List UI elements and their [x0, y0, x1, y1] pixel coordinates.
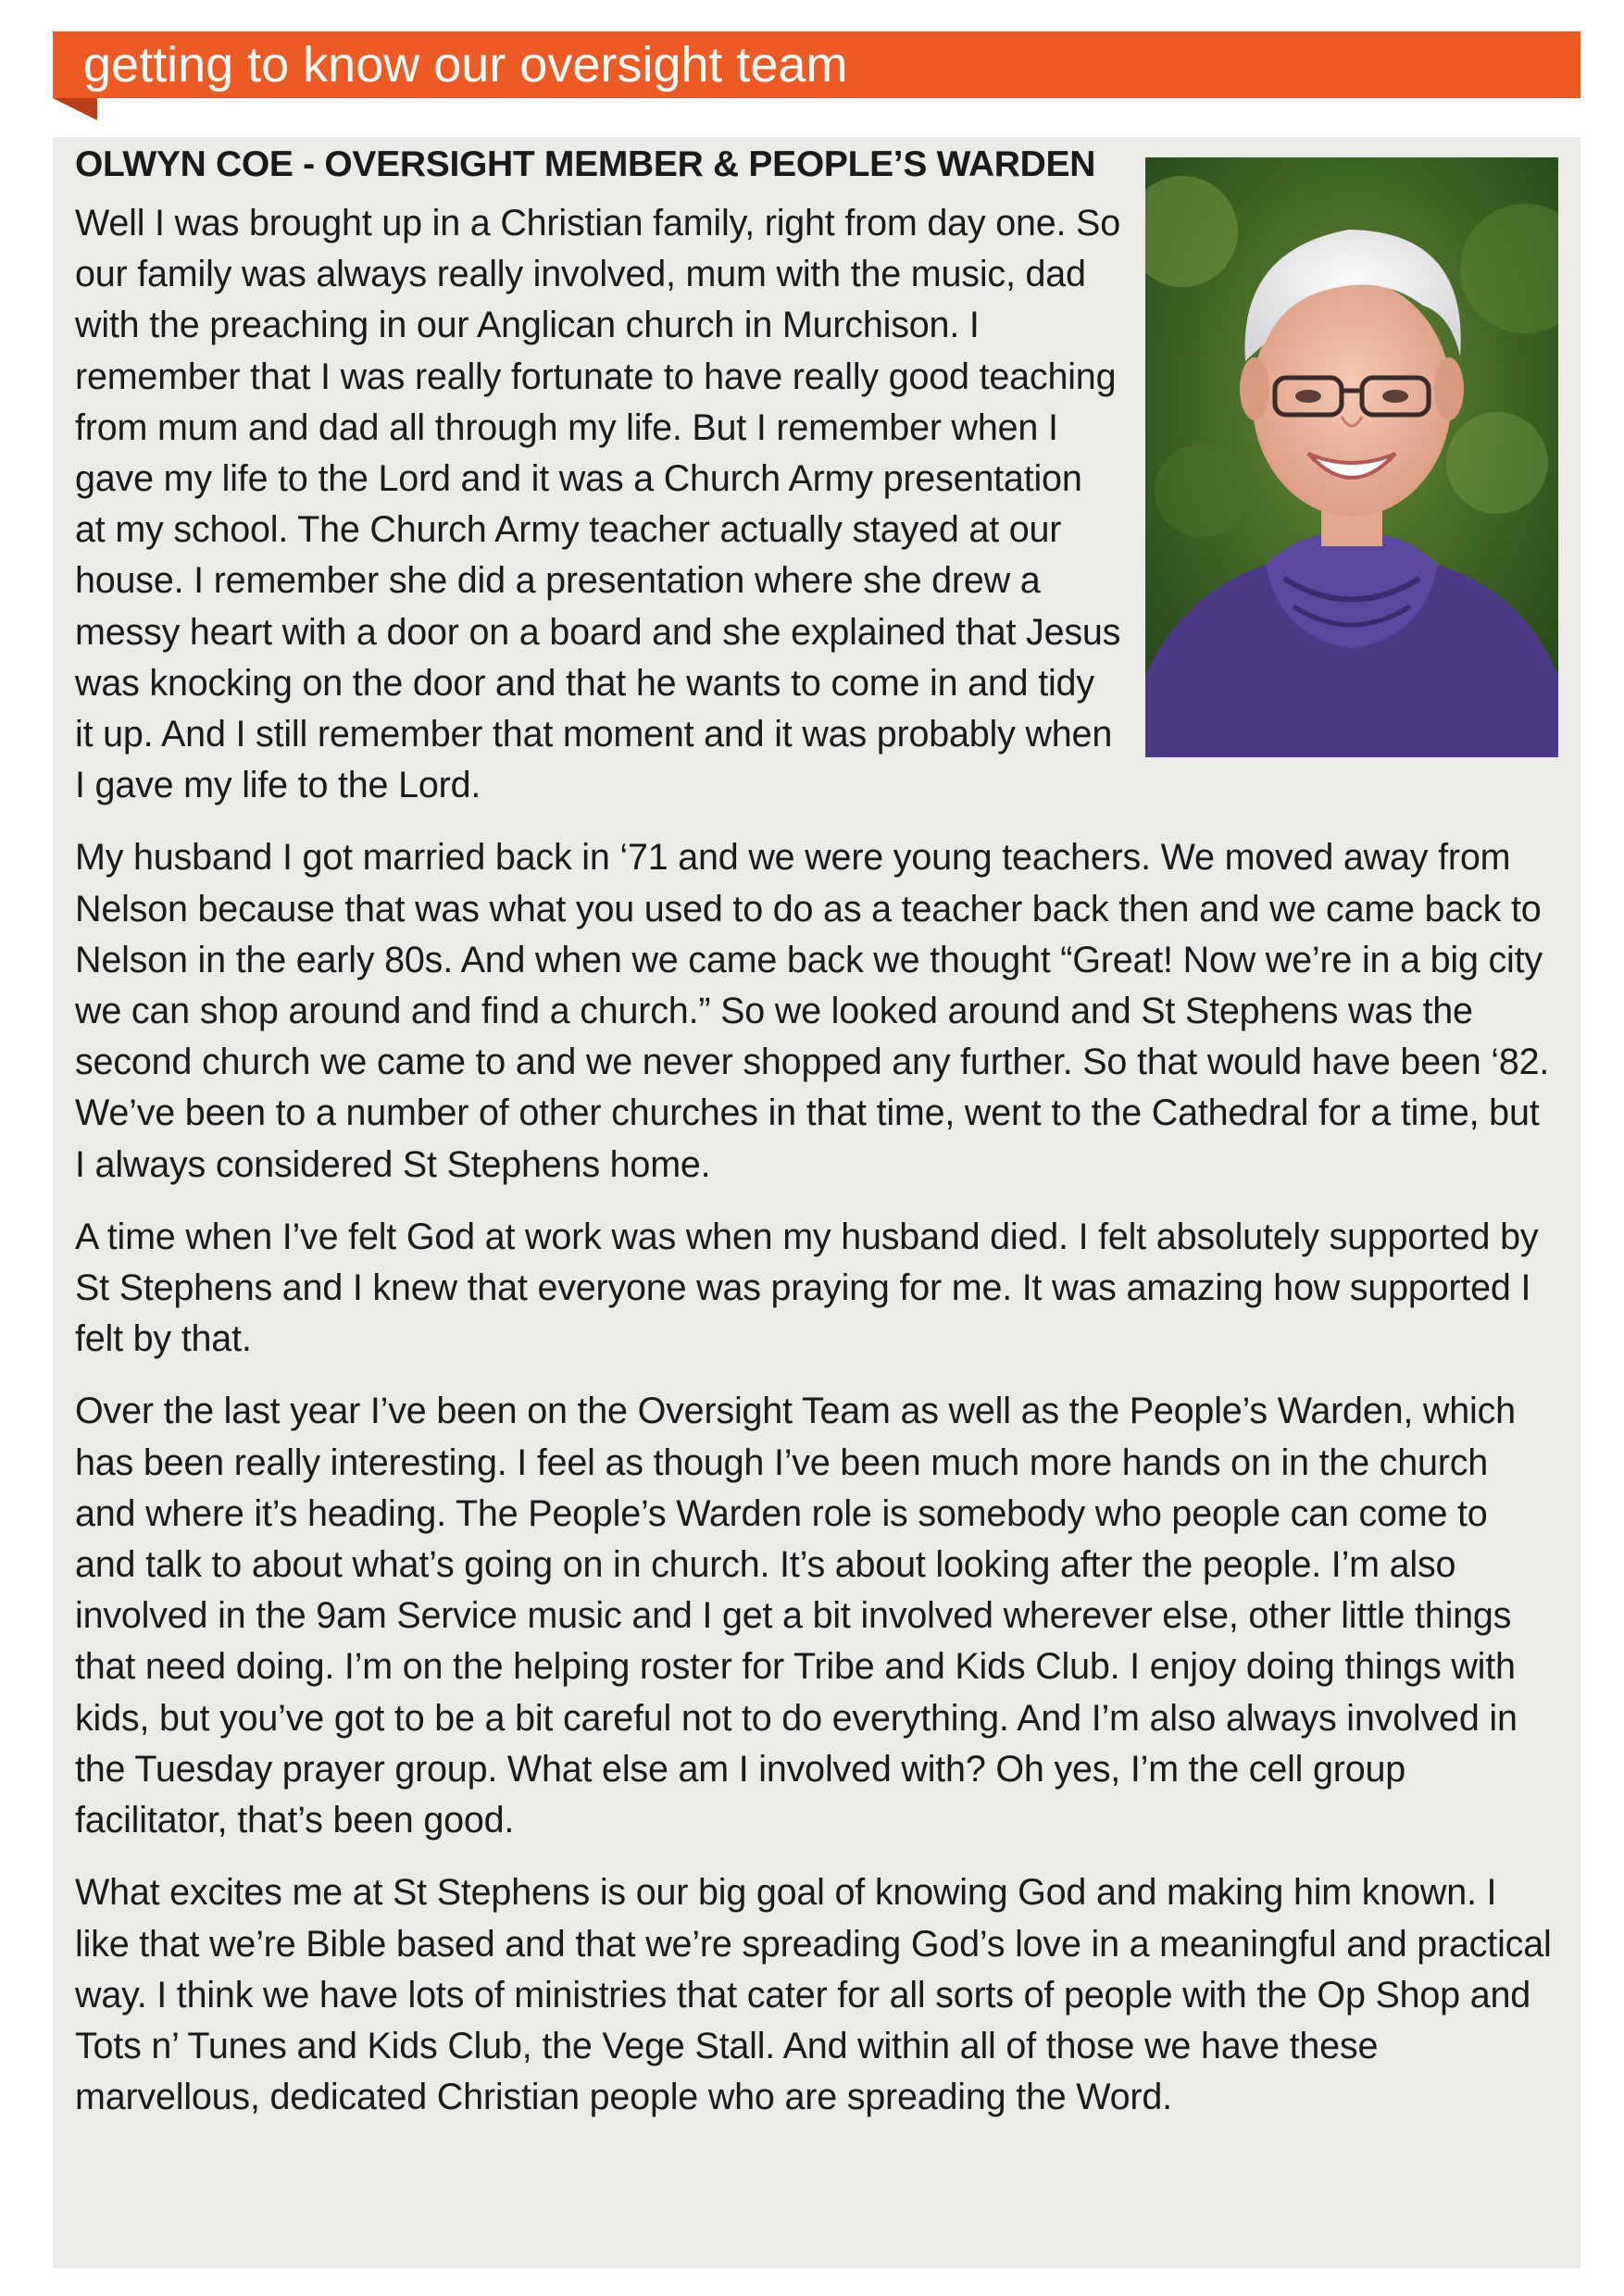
paragraph-excitement: What excites me at St Stephens is our big goal of knowing God and making him known. I like that we’re Bible based and that we’re spreading God’s love in a meaningful and practical way. I think we have lots of ministries that cater for all sorts of people with the Op Shop and Tots n’ Tunes and Kids Club, the Vege Stall. And within all of those we have these marvellous, dedicated Christian people who are spreading the Word.: [75, 1872, 1552, 2118]
paragraph-roles: Over the last year I’ve been on the Oversight Team as well as the People’s Warden, which has been really interesting. I feel as though I’ve been much more hands on in the church and where it’s heading. The People’s Warden role is somebody who people can come to and talk to about what’s going on in church. It’s about looking after the people. I’m also involved in the 9am Service music and I get a bit involved wherever else, other little things that need doing. I’m on the helping roster for Tribe and Kids Club. I enjoy doing things with kids, but you’ve got to be a bit careful not to do everything. And I’m also always involved in the Tuesday prayer group. What else am I involved with? Oh yes, I’m the cell group facilitator, that’s been good.: [75, 1391, 1518, 1841]
article-title: OLWYN COE - OVERSIGHT MEMBER & PEOPLE’S WARDEN: [75, 144, 1096, 184]
paragraph-upbringing: Well I was brought up in a Christian family, right from day one. So our family was always really involved, mum with the music, dad with the preaching in our Anglican church in Murchison. I remember that I was really fortunate to have really good teaching from mum and dad all through my life. But I remember when I gave my life to the Lord and it was a Church Army presentation at my school. The Church Army teacher actually stayed at our house. I remember she did a presentation where she drew a messy heart with a door on a board and she explained that Jesus was knocking on the door and that he wants to come in and tidy it up. And I still remember that moment and it was probably when I gave my life to the Lord.: [75, 203, 1121, 806]
article-body: [75, 141, 1556, 2123]
section-title: getting to know our oversight team: [83, 37, 848, 93]
paragraph-marriage: My husband I got married back in ‘71 and we were young teachers. We moved away from Nelson because that was what you used to do as a teacher back then and we came back to Nelson in the early 80s. And when we came back we thought “Great! Now we’re in a big city we can shop around and find a church.” So we looked around and St Stephens was the second church we came to and we never shopped any further. So that would have been ‘82. We’ve been to a number of other churches in that time, went to the Cathedral for a time, but I always considered St Stephens home.: [75, 837, 1550, 1185]
section-header-banner: [53, 31, 1580, 98]
paragraph-support: A time when I’ve felt God at work was when my husband died. I felt absolutely supported by St Stephens and I knew that everyone was praying for me. It was amazing how supported I felt by that.: [75, 1216, 1539, 1360]
photo-wrap-spacer: [1121, 189, 1556, 755]
banner-fold-decoration: [53, 98, 97, 120]
